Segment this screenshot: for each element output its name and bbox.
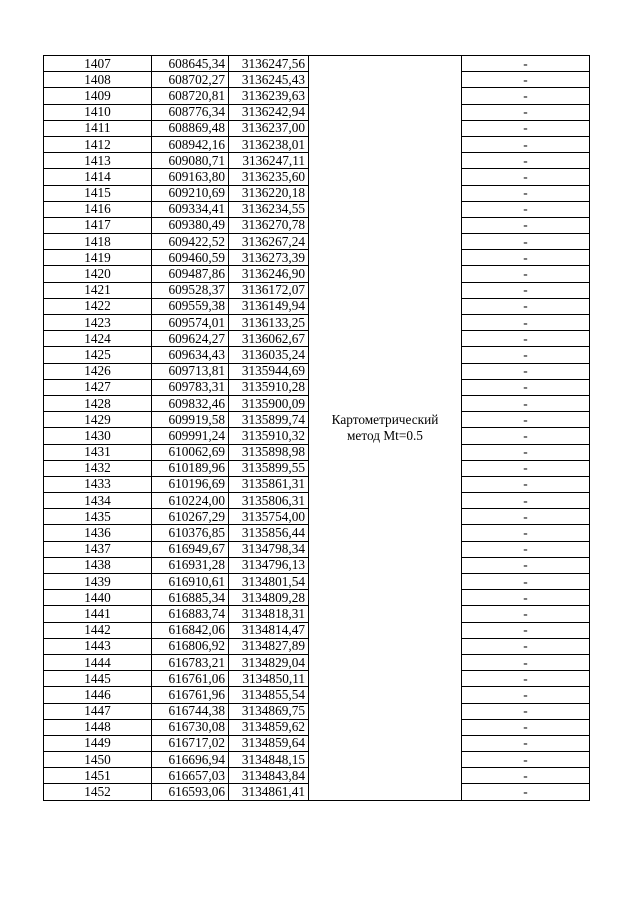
point-number-cell: 1407 xyxy=(44,56,152,72)
y-coordinate-cell: 3136239,63 xyxy=(229,88,309,104)
y-coordinate-cell: 3134814,47 xyxy=(229,622,309,638)
extra-value-cell: - xyxy=(462,363,590,379)
x-coordinate-cell: 608869,48 xyxy=(152,120,229,136)
x-coordinate-cell: 609422,52 xyxy=(152,234,229,250)
y-coordinate-cell: 3136235,60 xyxy=(229,169,309,185)
y-coordinate-cell: 3134796,13 xyxy=(229,557,309,573)
x-coordinate-cell: 609380,49 xyxy=(152,217,229,233)
y-coordinate-cell: 3136237,00 xyxy=(229,120,309,136)
x-coordinate-cell: 609624,27 xyxy=(152,331,229,347)
extra-value-cell: - xyxy=(462,622,590,638)
point-number-cell: 1431 xyxy=(44,444,152,460)
y-coordinate-cell: 3136273,39 xyxy=(229,250,309,266)
x-coordinate-cell: 616885,34 xyxy=(152,590,229,606)
y-coordinate-cell: 3135861,31 xyxy=(229,476,309,492)
extra-value-cell: - xyxy=(462,784,590,800)
y-coordinate-cell: 3135856,44 xyxy=(229,525,309,541)
extra-value-cell: - xyxy=(462,56,590,72)
x-coordinate-cell: 608720,81 xyxy=(152,88,229,104)
point-number-cell: 1447 xyxy=(44,703,152,719)
point-number-cell: 1423 xyxy=(44,315,152,331)
point-number-cell: 1412 xyxy=(44,136,152,152)
extra-value-cell: - xyxy=(462,638,590,654)
point-number-cell: 1416 xyxy=(44,201,152,217)
extra-value-cell: - xyxy=(462,88,590,104)
extra-value-cell: - xyxy=(462,347,590,363)
x-coordinate-cell: 610189,96 xyxy=(152,460,229,476)
x-coordinate-cell: 609991,24 xyxy=(152,428,229,444)
y-coordinate-cell: 3134843,84 xyxy=(229,768,309,784)
point-number-cell: 1448 xyxy=(44,719,152,735)
extra-value-cell: - xyxy=(462,428,590,444)
extra-value-cell: - xyxy=(462,590,590,606)
x-coordinate-cell: 609832,46 xyxy=(152,395,229,411)
point-number-cell: 1450 xyxy=(44,752,152,768)
extra-value-cell: - xyxy=(462,298,590,314)
extra-value-cell: - xyxy=(462,282,590,298)
point-number-cell: 1417 xyxy=(44,217,152,233)
x-coordinate-cell: 616761,06 xyxy=(152,671,229,687)
x-coordinate-cell: 616883,74 xyxy=(152,606,229,622)
coordinates-table-body xyxy=(44,56,590,801)
x-coordinate-cell: 609574,01 xyxy=(152,315,229,331)
x-coordinate-cell: 616593,06 xyxy=(152,784,229,800)
x-coordinate-cell: 610267,29 xyxy=(152,509,229,525)
y-coordinate-cell: 3136035,24 xyxy=(229,347,309,363)
extra-value-cell: - xyxy=(462,250,590,266)
x-coordinate-cell: 608942,16 xyxy=(152,136,229,152)
extra-value-cell: - xyxy=(462,379,590,395)
method-cell: Картометрический метод Mt=0.5 xyxy=(309,56,462,801)
y-coordinate-cell: 3134869,75 xyxy=(229,703,309,719)
extra-value-cell: - xyxy=(462,331,590,347)
point-number-cell: 1422 xyxy=(44,298,152,314)
y-coordinate-cell: 3135806,31 xyxy=(229,493,309,509)
point-number-cell: 1434 xyxy=(44,493,152,509)
x-coordinate-cell: 610062,69 xyxy=(152,444,229,460)
extra-value-cell: - xyxy=(462,136,590,152)
x-coordinate-cell: 609919,58 xyxy=(152,412,229,428)
point-number-cell: 1441 xyxy=(44,606,152,622)
extra-value-cell: - xyxy=(462,169,590,185)
x-coordinate-cell: 609080,71 xyxy=(152,153,229,169)
point-number-cell: 1442 xyxy=(44,622,152,638)
extra-value-cell: - xyxy=(462,752,590,768)
extra-value-cell: - xyxy=(462,266,590,282)
extra-value-cell: - xyxy=(462,412,590,428)
y-coordinate-cell: 3136270,78 xyxy=(229,217,309,233)
point-number-cell: 1438 xyxy=(44,557,152,573)
y-coordinate-cell: 3136247,56 xyxy=(229,56,309,72)
x-coordinate-cell: 609634,43 xyxy=(152,347,229,363)
point-number-cell: 1436 xyxy=(44,525,152,541)
point-number-cell: 1440 xyxy=(44,590,152,606)
x-coordinate-cell: 616730,08 xyxy=(152,719,229,735)
extra-value-cell: - xyxy=(462,541,590,557)
point-number-cell: 1411 xyxy=(44,120,152,136)
y-coordinate-cell: 3135898,98 xyxy=(229,444,309,460)
point-number-cell: 1426 xyxy=(44,363,152,379)
extra-value-cell: - xyxy=(462,315,590,331)
point-number-cell: 1424 xyxy=(44,331,152,347)
x-coordinate-cell: 616783,21 xyxy=(152,654,229,670)
x-coordinate-cell: 609528,37 xyxy=(152,282,229,298)
y-coordinate-cell: 3134855,54 xyxy=(229,687,309,703)
y-coordinate-cell: 3134850,11 xyxy=(229,671,309,687)
point-number-cell: 1418 xyxy=(44,234,152,250)
extra-value-cell: - xyxy=(462,153,590,169)
point-number-cell: 1420 xyxy=(44,266,152,282)
extra-value-cell: - xyxy=(462,201,590,217)
point-number-cell: 1408 xyxy=(44,72,152,88)
extra-value-cell: - xyxy=(462,72,590,88)
point-number-cell: 1427 xyxy=(44,379,152,395)
y-coordinate-cell: 3136245,43 xyxy=(229,72,309,88)
extra-value-cell: - xyxy=(462,654,590,670)
x-coordinate-cell: 616910,61 xyxy=(152,574,229,590)
y-coordinate-cell: 3134861,41 xyxy=(229,784,309,800)
x-coordinate-cell: 608645,34 xyxy=(152,56,229,72)
point-number-cell: 1452 xyxy=(44,784,152,800)
x-coordinate-cell: 616657,03 xyxy=(152,768,229,784)
point-number-cell: 1443 xyxy=(44,638,152,654)
y-coordinate-cell: 3136242,94 xyxy=(229,104,309,120)
point-number-cell: 1451 xyxy=(44,768,152,784)
x-coordinate-cell: 616806,92 xyxy=(152,638,229,654)
y-coordinate-cell: 3136062,67 xyxy=(229,331,309,347)
x-coordinate-cell: 616717,02 xyxy=(152,735,229,751)
extra-value-cell: - xyxy=(462,185,590,201)
x-coordinate-cell: 610224,00 xyxy=(152,493,229,509)
x-coordinate-cell: 609210,69 xyxy=(152,185,229,201)
x-coordinate-cell: 616931,28 xyxy=(152,557,229,573)
point-number-cell: 1419 xyxy=(44,250,152,266)
point-number-cell: 1445 xyxy=(44,671,152,687)
point-number-cell: 1413 xyxy=(44,153,152,169)
x-coordinate-cell: 616949,67 xyxy=(152,541,229,557)
extra-value-cell: - xyxy=(462,525,590,541)
x-coordinate-cell: 609334,41 xyxy=(152,201,229,217)
y-coordinate-cell: 3134859,62 xyxy=(229,719,309,735)
point-number-cell: 1429 xyxy=(44,412,152,428)
extra-value-cell: - xyxy=(462,509,590,525)
point-number-cell: 1435 xyxy=(44,509,152,525)
point-number-cell: 1446 xyxy=(44,687,152,703)
x-coordinate-cell: 610196,69 xyxy=(152,476,229,492)
y-coordinate-cell: 3136220,18 xyxy=(229,185,309,201)
y-coordinate-cell: 3135910,32 xyxy=(229,428,309,444)
extra-value-cell: - xyxy=(462,687,590,703)
point-number-cell: 1410 xyxy=(44,104,152,120)
x-coordinate-cell: 609487,86 xyxy=(152,266,229,282)
y-coordinate-cell: 3135910,28 xyxy=(229,379,309,395)
point-number-cell: 1425 xyxy=(44,347,152,363)
extra-value-cell: - xyxy=(462,104,590,120)
y-coordinate-cell: 3135754,00 xyxy=(229,509,309,525)
y-coordinate-cell: 3134798,34 xyxy=(229,541,309,557)
point-number-cell: 1428 xyxy=(44,395,152,411)
extra-value-cell: - xyxy=(462,671,590,687)
x-coordinate-cell: 609559,38 xyxy=(152,298,229,314)
point-number-cell: 1430 xyxy=(44,428,152,444)
x-coordinate-cell: 609783,31 xyxy=(152,379,229,395)
point-number-cell: 1409 xyxy=(44,88,152,104)
extra-value-cell: - xyxy=(462,444,590,460)
extra-value-cell: - xyxy=(462,395,590,411)
y-coordinate-cell: 3136246,90 xyxy=(229,266,309,282)
y-coordinate-cell: 3136247,11 xyxy=(229,153,309,169)
extra-value-cell: - xyxy=(462,217,590,233)
y-coordinate-cell: 3134859,64 xyxy=(229,735,309,751)
table-row xyxy=(44,56,590,72)
extra-value-cell: - xyxy=(462,557,590,573)
point-number-cell: 1439 xyxy=(44,574,152,590)
x-coordinate-cell: 609163,80 xyxy=(152,169,229,185)
x-coordinate-cell: 609713,81 xyxy=(152,363,229,379)
y-coordinate-cell: 3134829,04 xyxy=(229,654,309,670)
y-coordinate-cell: 3135944,69 xyxy=(229,363,309,379)
extra-value-cell: - xyxy=(462,719,590,735)
x-coordinate-cell: 609460,59 xyxy=(152,250,229,266)
x-coordinate-cell: 610376,85 xyxy=(152,525,229,541)
y-coordinate-cell: 3134809,28 xyxy=(229,590,309,606)
point-number-cell: 1449 xyxy=(44,735,152,751)
y-coordinate-cell: 3136238,01 xyxy=(229,136,309,152)
extra-value-cell: - xyxy=(462,120,590,136)
coordinates-table xyxy=(43,55,590,801)
point-number-cell: 1421 xyxy=(44,282,152,298)
point-number-cell: 1433 xyxy=(44,476,152,492)
point-number-cell: 1414 xyxy=(44,169,152,185)
extra-value-cell: - xyxy=(462,493,590,509)
y-coordinate-cell: 3136149,94 xyxy=(229,298,309,314)
x-coordinate-cell: 608702,27 xyxy=(152,72,229,88)
point-number-cell: 1444 xyxy=(44,654,152,670)
x-coordinate-cell: 608776,34 xyxy=(152,104,229,120)
x-coordinate-cell: 616744,38 xyxy=(152,703,229,719)
extra-value-cell: - xyxy=(462,606,590,622)
y-coordinate-cell: 3135899,74 xyxy=(229,412,309,428)
x-coordinate-cell: 616761,96 xyxy=(152,687,229,703)
y-coordinate-cell: 3134848,15 xyxy=(229,752,309,768)
y-coordinate-cell: 3136172,07 xyxy=(229,282,309,298)
extra-value-cell: - xyxy=(462,460,590,476)
point-number-cell: 1432 xyxy=(44,460,152,476)
point-number-cell: 1437 xyxy=(44,541,152,557)
extra-value-cell: - xyxy=(462,768,590,784)
extra-value-cell: - xyxy=(462,735,590,751)
y-coordinate-cell: 3136267,24 xyxy=(229,234,309,250)
x-coordinate-cell: 616842,06 xyxy=(152,622,229,638)
extra-value-cell: - xyxy=(462,234,590,250)
y-coordinate-cell: 3134827,89 xyxy=(229,638,309,654)
y-coordinate-cell: 3134801,54 xyxy=(229,574,309,590)
y-coordinate-cell: 3135899,55 xyxy=(229,460,309,476)
y-coordinate-cell: 3134818,31 xyxy=(229,606,309,622)
y-coordinate-cell: 3136133,25 xyxy=(229,315,309,331)
y-coordinate-cell: 3135900,09 xyxy=(229,395,309,411)
extra-value-cell: - xyxy=(462,574,590,590)
extra-value-cell: - xyxy=(462,476,590,492)
y-coordinate-cell: 3136234,55 xyxy=(229,201,309,217)
point-number-cell: 1415 xyxy=(44,185,152,201)
extra-value-cell: - xyxy=(462,703,590,719)
x-coordinate-cell: 616696,94 xyxy=(152,752,229,768)
